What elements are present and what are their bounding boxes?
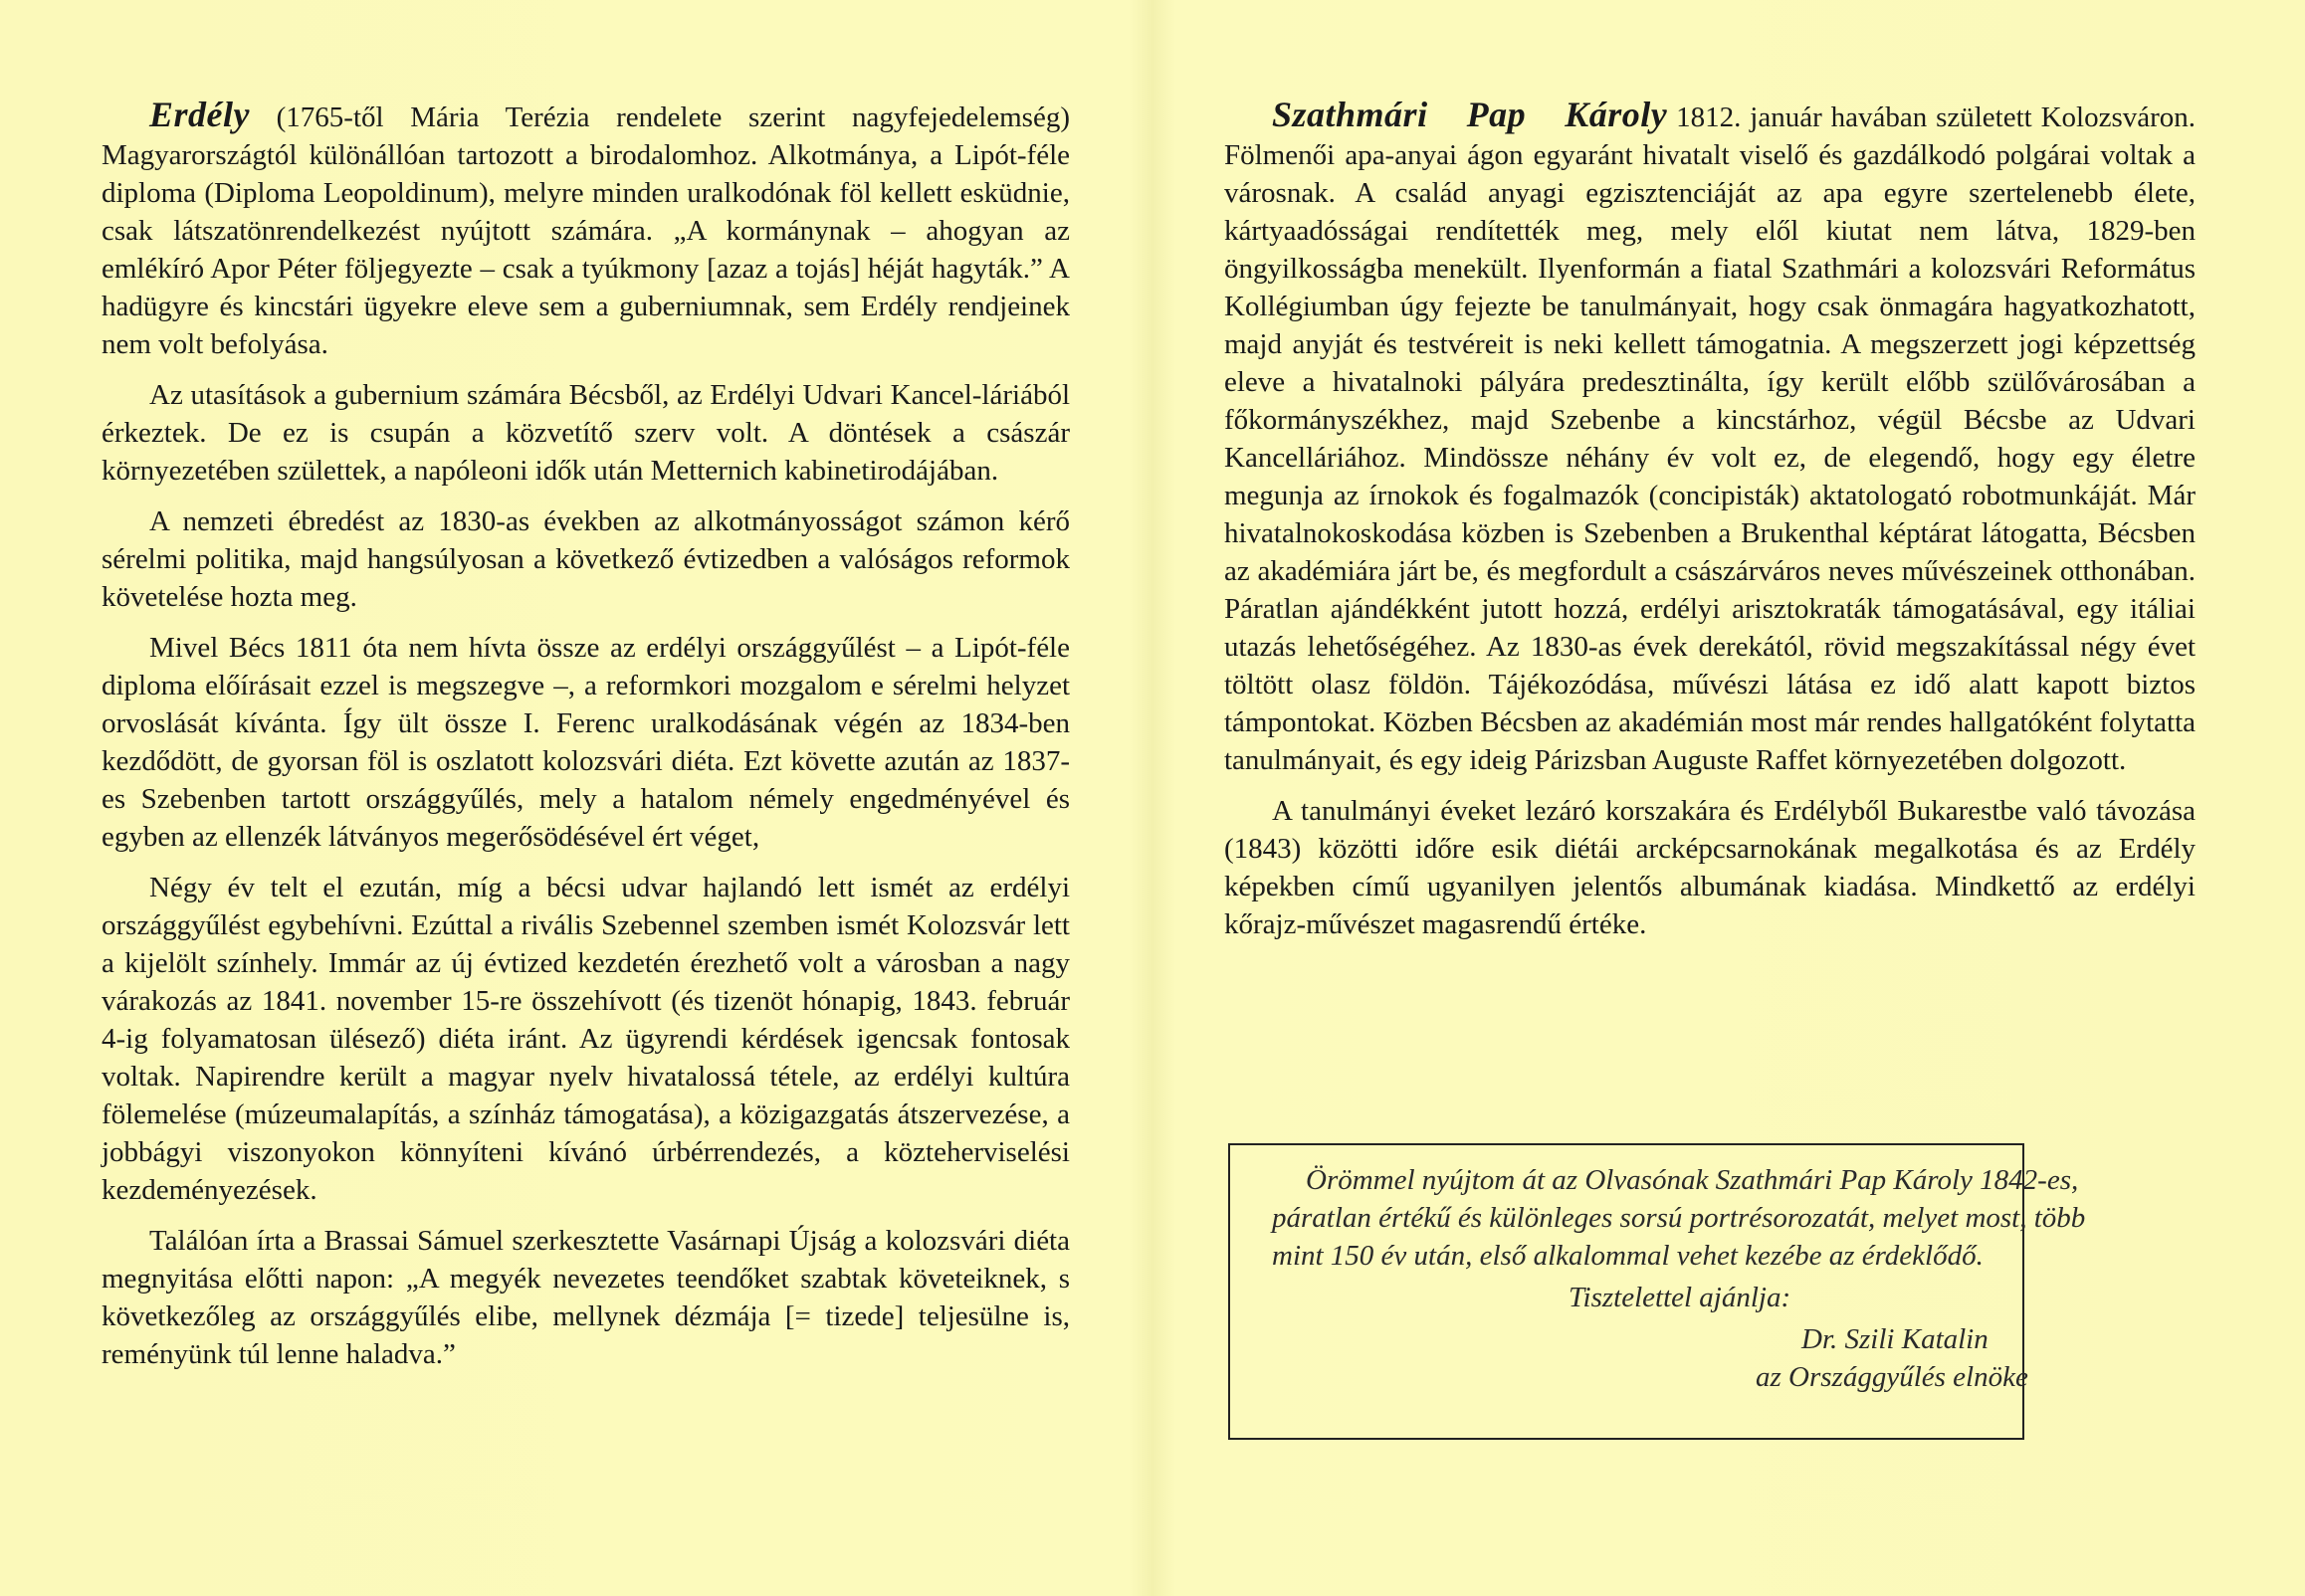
dedication-box [1228,1143,2086,1440]
paragraph: Az utasítások a gubernium számára Bécsből, az Erdélyi Udvari Kancel-láriából érkeztek. De ez is csupán a közvetítő szerv volt. A döntések a császár környezetében születtek, a napóleoni idők után Metternich kabinetirodájában. [102,379,1070,487]
right-page [1152,0,2305,1596]
left-page [0,0,1149,1596]
lead-word: Erdély [149,95,250,134]
lead-name: Szathmári Pap Károly [1272,95,1668,134]
paragraph-text: 1812. január havában született Kolozsváron. Fölmenői apa-anyai ágon egyaránt hivatalt viselő és gazdálkodó polgárai voltak a városnak. A család anyagi egzisztenciáját az apa egyre szertelenebb élete, kártyaadósságai rendítették meg, mely elől kiutat nem látva, 1829-ben öngyilkosságba menekült. Ilyenformán a fiatal Szathmári a kolozsvári Református Kollégiumban úgy fejezte be tanulmányait, hogy csak önmagára hagyatkozhatott, majd anyját és testvéreit is neki kellett támogatnia. A megszerzett jogi képzettség eleve a hivatalnoki pályára predesztinálta, így került előbb szülővárosában a főkormányszékhez, majd Szebenbe a kincstárhoz, végül Bécsbe az Udvari Kancelláriához. Mindössze néhány év volt ez, de elegendő, hogy egy életre megunja az írnokok és fogalmazók (concipisták) aktatologató robotmunkáját. Már hivatalnokoskodása közben is Szebenben a Brukenthal képtárat látogatta, Bécsben az akadémiára járt be, és megfordult a császárváros neves művészeinek otthonában. Páratlan ajándékként jutott hozzá, erdélyi arisztokraták támogatásával, egy itáliai utazás lehetőségéhez. Az 1830-as évek derekától, rövid megszakítással négy évet töltött olasz földön. Tájékozódása, művészi látása ez idő alatt kapott biztos támpontokat. Közben Bécsben az akadémián most már rendes hallgatóként folytatta tanulmányait, és egy ideig Párizsban Auguste Raffet környezetében dolgozott. [1224,101,2197,776]
dedication-signer-title: az Országgyűlés elnöke [1756,1361,2028,1393]
paragraph-text: (1765-től Mária Terézia rendelete szerint nagyfejedelemség) Magyarországtól különállóan tartozott a birodalomhoz. Alkotmánya, a Lipót-féle diploma (Diploma Leopoldinum), melyre minden uralkodónak föl kellett esküdnie, csak látszatönrendelkezést nyújtott számára. „A kormánynak – ahogyan az emlékíró Apor Péter följegyezte – csak a tyúkmony [azaz a tojás] héját hagyták.” A hadügyre és kincstári ügyekre eleve sem a guberniumnak, sem Erdély rendjeinek nem volt befolyása. [102,101,1070,360]
paragraph [1224,96,2196,779]
paragraph: Találóan írta a Brassai Sámuel szerkesztette Vasárnapi Újság a kolozsvári diéta megnyitása előtti napon: „A megyék nevezetes teendőket szabtak követeiknek, s következőleg az országgyűlés elibe, mellynek dézmája [= tizede] teljesülne is, reményünk túl lenne haladva.” [102,1225,1070,1370]
paragraph: Mivel Bécs 1811 óta nem hívta össze az erdélyi országgyűlést – a Lipót-féle diploma előírásait ezzel is megszegve –, a reformkori mozgalom e sérelmi helyzet orvoslását kívánta. Így ült össze I. Ferenc uralkodásának végén az 1834-ben kezdődött, de gyorsan föl is oszlatott kolozsvári diéta. Ezt követte azután az 1837-es Szebenben tartott országgyűlés, mely a hatalom némely engedményével és egyben az ellenzék látványos megerősödésével ért véget, [102,632,1070,853]
dedication-greeting: Tisztelettel ajánlja: [1569,1282,1791,1313]
dedication-signer: Dr. Szili Katalin [1801,1323,1989,1355]
dedication-line: páratlan értékű és különleges sorsú portrésorozatát, melyet most, több [1272,1202,2086,1234]
dedication-line: mint 150 év után, első alkalommal vehet kezébe az érdeklődő. [1272,1240,1984,1272]
paragraph: Négy év telt el ezután, míg a bécsi udvar hajlandó lett ismét az erdélyi országgyűlést egybehívni. Ezúttal a rivális Szebennel szemben ismét Kolozsvár lett a kijelölt színhely. Immár az új évtized kezdetén érezhető volt a városban a nagy várakozás az 1841. november 15-re összehívott (és tizenöt hónapig, 1843. február 4-ig folyamatosan ülésező) diéta iránt. Az ügyrendi kérdések igencsak fontosak voltak. Napirendre került a magyar nyelv hivatalossá tétele, az erdélyi kultúra fölemelése (múzeumalapítás, a színház támogatása), a közigazgatás átszervezése, a jobbágyi viszonyokon könnyíteni kívánó úrbérrendezés, a közteherviselési kezdeményezések. [102,872,1070,1206]
right-text-column [1224,96,2196,956]
paragraph [102,96,1070,363]
paragraph: A nemzeti ébredést az 1830-as években az alkotmányosságot számon kérő sérelmi politika, majd hangsúlyosan a következő évtizedben a valóságos reformok követelése hozta meg. [102,505,1070,613]
paragraph: A tanulmányi éveket lezáró korszakára és Erdélyből Bukarestbe való távozása (1843) közötti időre esik diétái arcképcsarnokának megalkotása és az Erdély képekben című ugyanilyen jelentős albumának kiadása. Mindkettő az erdélyi kőrajz-művészet magasrendű értéke. [1224,795,2196,940]
dedication-line: Örömmel nyújtom át az Olvasónak Szathmári Pap Károly 1842-es, [1306,1164,2079,1196]
left-text-column [102,96,1070,1386]
